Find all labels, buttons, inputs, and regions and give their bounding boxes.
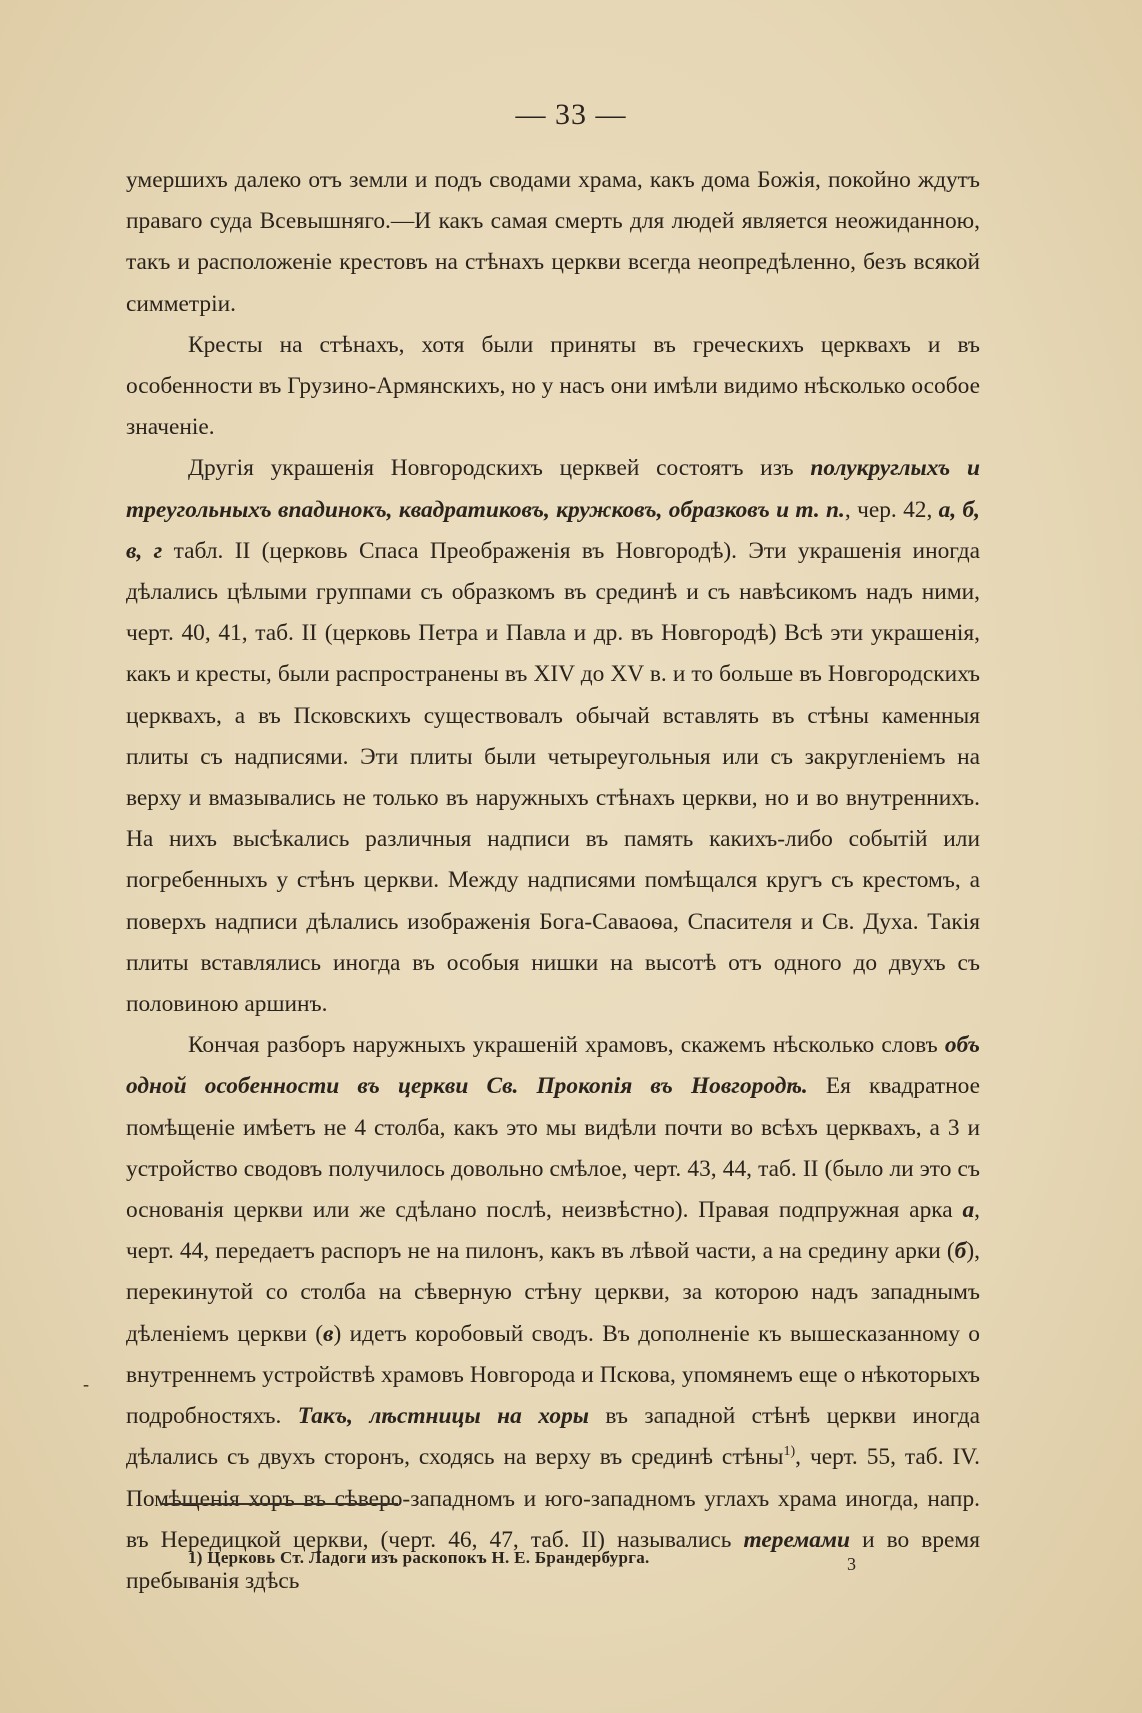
- paragraph-text: , чер. 42,: [844, 496, 939, 523]
- paragraph-text: Ея квадратное помѣщеніе имѣетъ не 4 столба, какъ это мы видѣли почти во всѣхъ церквахъ, а 3 и устройство сводовъ получилось довольно смѣлое, черт. 43, 44, таб. II (было ли это съ основанія церкви или же сдѣлано послѣ, неизвѣстно). Правая подпружная арка: [126, 1073, 981, 1224]
- page-number: — 33 —: [515, 98, 627, 131]
- emphasis-text: б: [954, 1238, 967, 1265]
- paragraph-text: ), перекинутой со столба на сѣверную стѣну церкви, за которою надъ западнымъ дѣленіемъ церкви (: [126, 1238, 980, 1347]
- paragraph: [126, 448, 980, 1025]
- paragraph: [126, 1025, 980, 1602]
- paragraph-text: Кресты на стѣнахъ, хотя были приняты въ греческихъ церквахъ и въ особенности въ Грузино-Армянскихъ, но у насъ они имѣли видимо нѣсколько особое значеніе.: [126, 331, 980, 441]
- paragraph-text: , черт. 44, передаетъ распоръ не на пилонъ, какъ въ лѣвой части, а на средину арки (: [126, 1197, 980, 1265]
- paragraph: [126, 325, 980, 449]
- emphasis-text: теремами: [743, 1526, 850, 1553]
- paragraph-text: въ западной стѣнѣ церкви иногда дѣлались съ двухъ сторонъ, сходясь на верху въ срединѣ стѣны: [126, 1403, 980, 1471]
- paragraph-text: умершихъ далеко отъ земли и подъ сводами храма, какъ дома Божія, покойно ждутъ праваго суда Всевышняго.—И какъ самая смерть для людей является неожиданною, такъ и расположеніе крестовъ на стѣнахъ церкви всегда неопредѣленно, безъ всякой симметріи.: [126, 167, 980, 317]
- emphasis-text: в: [323, 1320, 334, 1347]
- paragraph: [126, 160, 980, 325]
- paragraph-text: , черт. 55, таб. IV. Помѣщенія хоръ въ сѣверо-западномъ и юго-западномъ углахъ храма иногда, напр. въ Нередицкой церкви, (черт. 46, 47, таб. II) назывались: [126, 1444, 980, 1553]
- emphasis-text: а: [962, 1197, 975, 1224]
- body-text: [126, 160, 980, 1602]
- footnote: [188, 1548, 650, 1568]
- paragraph-text: Кончая разборъ наружныхъ украшеній храмовъ, скажемъ нѣсколько словъ: [188, 1032, 945, 1059]
- footnote-text: 1) Церковь Ст. Ладоги изъ раскопокъ Н. Е. Брандербурга.: [188, 1548, 650, 1567]
- paragraph-text: и во время пребыванія здѣсь: [126, 1526, 980, 1594]
- footnote-rule: [162, 1503, 398, 1505]
- emphasis-text: полукруглыхъ и треугольныхъ впадинокъ, квадратиковъ, кружковъ, образковъ и т. п.: [126, 455, 980, 523]
- emphasis-text: а, б, в, г: [126, 496, 980, 564]
- emphasis-text: Такъ, лѣстницы на хоры: [297, 1403, 589, 1430]
- footnote-ref: 1): [783, 1444, 796, 1460]
- margin-mark: -: [83, 1374, 89, 1394]
- signature-mark: 3: [847, 1554, 856, 1574]
- paragraph-text: Другія украшенія Новгородскихъ церквей состоятъ изъ: [188, 455, 811, 482]
- paragraph-text: ) идетъ коробовый сводъ. Въ дополненіе къ вышесказанному о внутреннемъ устройствѣ храмовъ Новгорода и Пскова, упомянемъ еще о нѣкоторыхъ подробностяхъ.: [126, 1320, 980, 1430]
- emphasis-text: объ одной особенности въ церкви Св. Прокопія въ Новгородѣ.: [126, 1032, 980, 1100]
- paragraph-text: табл. II (церковь Спаса Преображенія въ Новгородѣ). Эти украшенія иногда дѣлались цѣлыми группами съ образкомъ въ срединѣ и съ навѣсикомъ надъ ними, черт. 40, 41, таб. II (церковь Петра и Павла и др. въ Новгородѣ) Всѣ эти украшенія, какъ и кресты, были распространены въ XIV до XV в. и то больше въ Новгородскихъ церквахъ, а въ Псковскихъ существовалъ обычай вставлять въ стѣны каменныя плиты съ надписями. Эти плиты были четыреугольныя или съ закругленіемъ на верху и вмазывались не только въ наружныхъ стѣнахъ церкви, но и во внутреннихъ. На нихъ высѣкались различныя надписи въ память какихъ-либо событій или погребенныхъ у стѣнъ церкви. Между надписями помѣщался кругъ съ крестомъ, а поверхъ надписи дѣлались изображенія Бога-Саваоѳа, Спасителя и Св. Духа. Такія плиты вставлялись иногда въ особыя нишки на высотѣ отъ одного до двухъ съ половиною аршинъ.: [126, 537, 980, 1018]
